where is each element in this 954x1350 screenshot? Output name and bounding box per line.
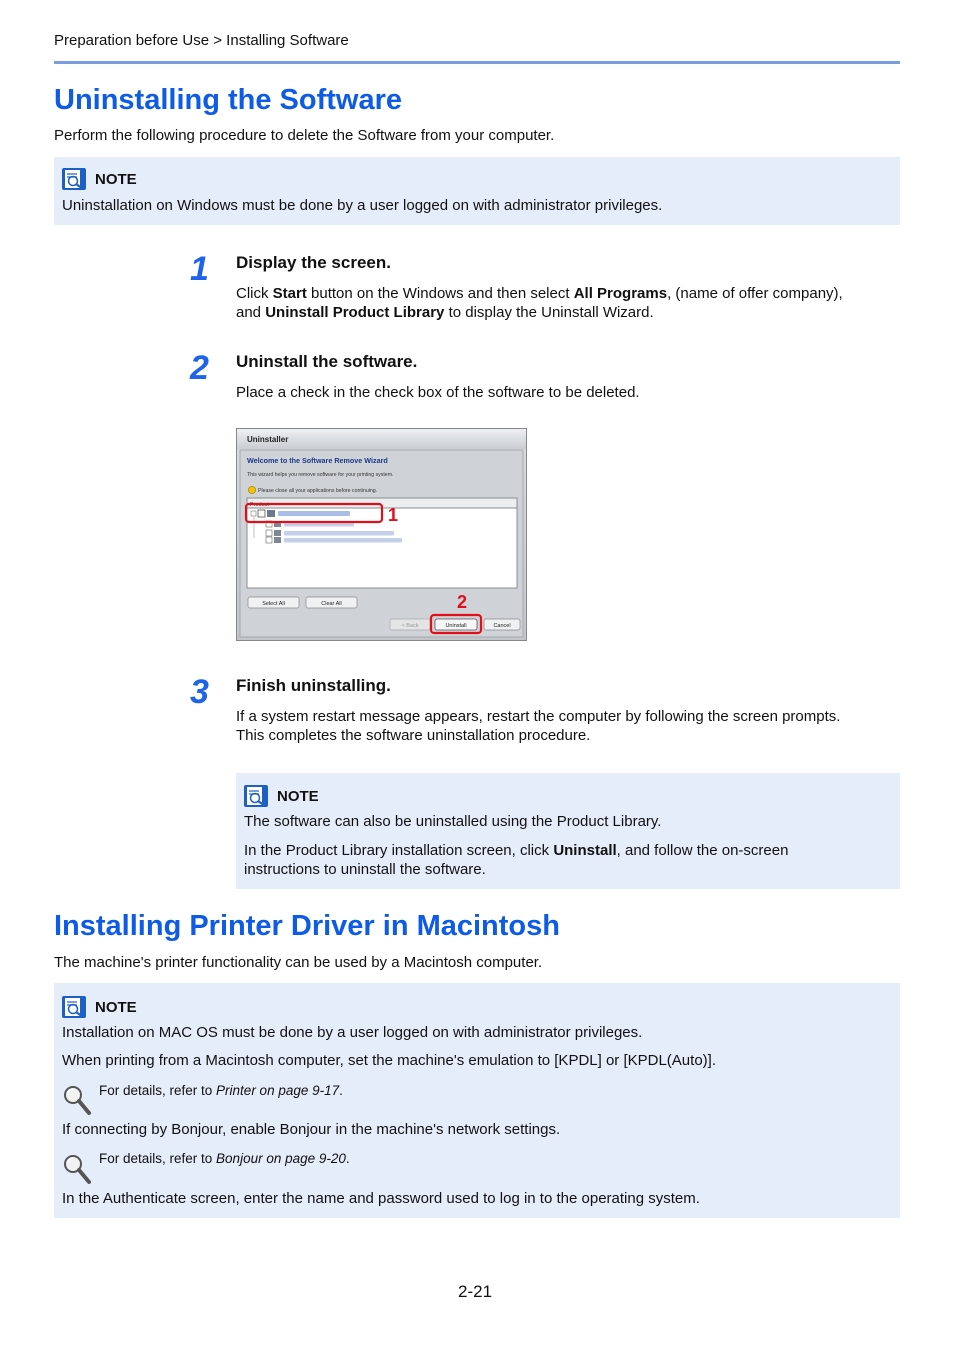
uninstall-label: Uninstall xyxy=(445,623,467,629)
text: button on the Windows and then select xyxy=(306,285,574,302)
note-label: NOTE xyxy=(95,998,137,1016)
section-intro-uninstall: Perform the following procedure to delete the Software from your computer. xyxy=(54,127,555,144)
link-bonjour-page[interactable]: Bonjour on page 9-20 xyxy=(216,1151,346,1166)
magnifier-icon xyxy=(62,1084,92,1116)
product-checkbox[interactable] xyxy=(258,510,265,517)
link-printer-page[interactable]: Printer on page 9-17 xyxy=(216,1083,340,1098)
uninstaller-screenshot xyxy=(236,428,527,641)
note-text-2 xyxy=(244,841,788,860)
note-para-3: If connecting by Bonjour, enable Bonjour in the machine's network settings. xyxy=(62,1121,561,1138)
note-para-2: When printing from a Macintosh computer, set the machine's emulation to [KPDL] or [KPDL(Auto)]. xyxy=(62,1052,716,1069)
step-title-2: Uninstall the software. xyxy=(236,352,418,371)
back-label: < Back xyxy=(401,623,419,629)
header-rule xyxy=(54,61,900,64)
step-number-1: 1 xyxy=(190,250,209,288)
text: In the Product Library installation screen, click xyxy=(244,842,554,859)
note-icon xyxy=(244,785,268,807)
note-text-3: instructions to uninstall the software. xyxy=(244,861,486,878)
text: , and follow the on-screen xyxy=(616,842,789,859)
printer-icon xyxy=(267,510,275,517)
text: For details, refer to xyxy=(99,1083,217,1098)
text: and xyxy=(236,304,266,321)
note-para-4: In the Authenticate screen, enter the name and password used to log in to the operating system. xyxy=(62,1190,700,1207)
bold-all-programs: All Programs xyxy=(573,285,668,302)
note-text-1: The software can also be uninstalled using the Product Library. xyxy=(244,813,662,830)
select-all-label: Select All xyxy=(262,601,285,607)
text: For details, refer to xyxy=(99,1151,217,1166)
warning-icon xyxy=(248,486,255,493)
note-label: NOTE xyxy=(277,787,319,805)
reference-bonjour xyxy=(99,1151,350,1166)
note-icon xyxy=(62,168,86,190)
wizard-heading: Welcome to the Software Remove Wizard xyxy=(247,456,388,465)
step-body-3-line2: This completes the software uninstallation procedure. xyxy=(236,727,591,744)
step-title-3: Finish uninstalling. xyxy=(236,676,391,695)
window-title: Uninstaller xyxy=(247,435,289,444)
note-text: Uninstallation on Windows must be done by a user logged on with administrator privileges. xyxy=(62,197,663,214)
cancel-label: Cancel xyxy=(493,623,511,629)
page-number: 2-21 xyxy=(458,1282,493,1301)
note-header xyxy=(62,996,137,1018)
note-box-uninstall xyxy=(54,157,900,225)
sub-checkbox[interactable] xyxy=(266,537,272,543)
step-body-1-line1 xyxy=(236,284,843,303)
driver-icon xyxy=(274,530,281,536)
sub-checkbox[interactable] xyxy=(266,530,272,536)
step-body-3-line1: If a system restart message appears, restart the computer by following the screen prompts. xyxy=(236,708,841,725)
breadcrumb: Preparation before Use > Installing Software xyxy=(54,32,349,49)
step-number-3: 3 xyxy=(190,673,209,711)
text: . xyxy=(339,1083,343,1098)
note-box-macintosh xyxy=(54,983,900,1218)
wizard-warning: Please close all your applications before continuing. xyxy=(258,488,378,494)
note-box-step xyxy=(236,773,900,889)
callout-2: 2 xyxy=(456,592,468,612)
bold-uninstall-product-library: Uninstall Product Library xyxy=(265,304,445,321)
step-title-1: Display the screen. xyxy=(236,253,391,272)
magnifier-icon xyxy=(62,1153,92,1185)
callout-1: 1 xyxy=(388,505,399,525)
tree-expander[interactable] xyxy=(251,511,256,516)
section-title-uninstall: Uninstalling the Software xyxy=(54,84,403,116)
note-header xyxy=(244,785,319,807)
step-body-1-line2 xyxy=(236,303,654,322)
product-list-header: Product xyxy=(250,502,269,508)
text: Click xyxy=(236,285,273,302)
step-body-2: Place a check in the check box of the software to be deleted. xyxy=(236,384,640,401)
note-header xyxy=(62,168,137,190)
step-number-2: 2 xyxy=(190,349,209,387)
section-title-macintosh: Installing Printer Driver in Macintosh xyxy=(54,910,560,942)
reference-printer xyxy=(99,1083,343,1098)
text: , (name of offer company), xyxy=(667,285,843,302)
section-intro-macintosh: The machine's printer functionality can be used by a Macintosh computer. xyxy=(54,954,543,971)
note-icon xyxy=(62,996,86,1018)
text: . xyxy=(345,1151,350,1166)
clear-all-label: Clear All xyxy=(321,601,342,607)
bold-start: Start xyxy=(272,285,307,302)
text: to display the Uninstall Wizard. xyxy=(444,304,654,321)
product-name-blurred xyxy=(278,511,350,516)
note-para-1: Installation on MAC OS must be done by a user logged on with administrator privileges. xyxy=(62,1024,643,1041)
driver-icon xyxy=(274,537,281,543)
note-label: NOTE xyxy=(95,170,137,188)
bold-uninstall: Uninstall xyxy=(553,842,617,859)
wizard-subtext: This wizard helps you remove software for your printing system. xyxy=(247,472,394,478)
